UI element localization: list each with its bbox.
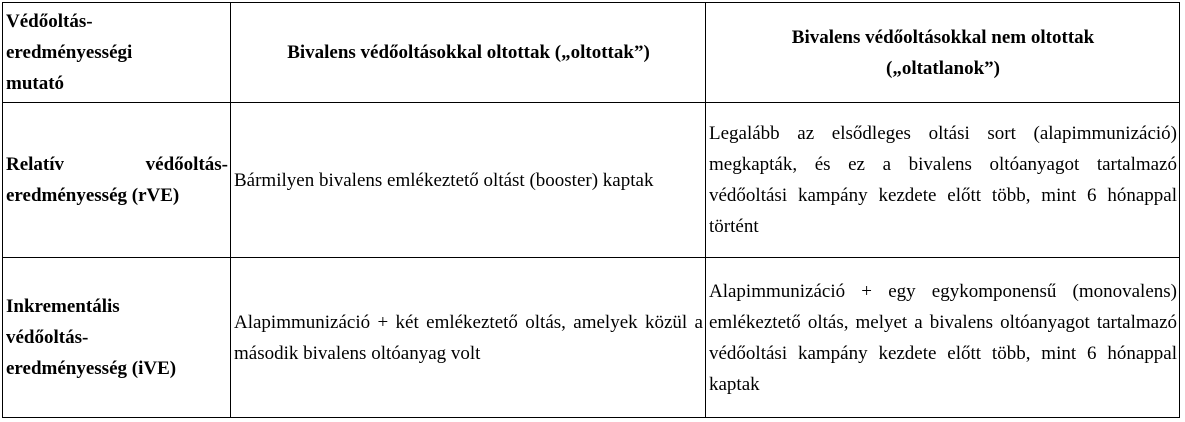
metric-line: védőoltás- xyxy=(6,327,89,348)
metric-cell-ive xyxy=(3,258,231,418)
table-row-ive xyxy=(3,258,1180,418)
header-metric-cell xyxy=(3,3,231,103)
table-row-rve xyxy=(3,103,1180,258)
metric-line: Inkrementális xyxy=(6,296,120,317)
header-vaccinated-cell xyxy=(231,3,706,103)
vaccinated-cell-rve: Bármilyen bivalens emlékeztető oltást (booster) kaptak xyxy=(231,103,706,258)
header-metric-line: mutató xyxy=(6,73,65,94)
metric-line: eredményesség (rVE) xyxy=(6,185,180,206)
metric-line: eredményesség (iVE) xyxy=(6,358,177,379)
header-metric-line: eredményességi xyxy=(6,42,133,63)
unvaccinated-cell-ive: Alapimmunizáció + egy egykomponensű (monovalens) emlékeztető oltás, melyet a bivalens oltóanyagot tartalmazó védőoltási kampány kezdete előtt több, mint 6 hónappal kaptak xyxy=(706,258,1180,418)
header-vaccinated-line: Bivalens védőoltásokkal oltottak („oltottak”) xyxy=(287,42,650,63)
header-row xyxy=(3,3,1180,103)
metric-cell-rve xyxy=(3,103,231,258)
header-unvaccinated-line: („oltatlanok”) xyxy=(886,57,1000,79)
unvaccinated-cell-rve: Legalább az elsődleges oltási sort (alapimmunizáció) megkapták, és ez a bivalens oltóanyagot tartalmazó védőoltási kampány kezdete előtt több, mint 6 hónappal történt xyxy=(706,103,1180,258)
header-metric-line: Védőoltás- xyxy=(6,11,93,32)
metric-line: Relatív védőoltás- xyxy=(6,154,228,175)
vaccine-effectiveness-table xyxy=(2,2,1180,418)
vaccinated-cell-ive: Alapimmunizáció + két emlékeztető oltás, amelyek közül a második bivalens oltóanyag volt xyxy=(231,258,706,418)
header-unvaccinated-cell xyxy=(706,3,1180,103)
header-unvaccinated-line: Bivalens védőoltásokkal nem oltottak xyxy=(791,26,1095,48)
